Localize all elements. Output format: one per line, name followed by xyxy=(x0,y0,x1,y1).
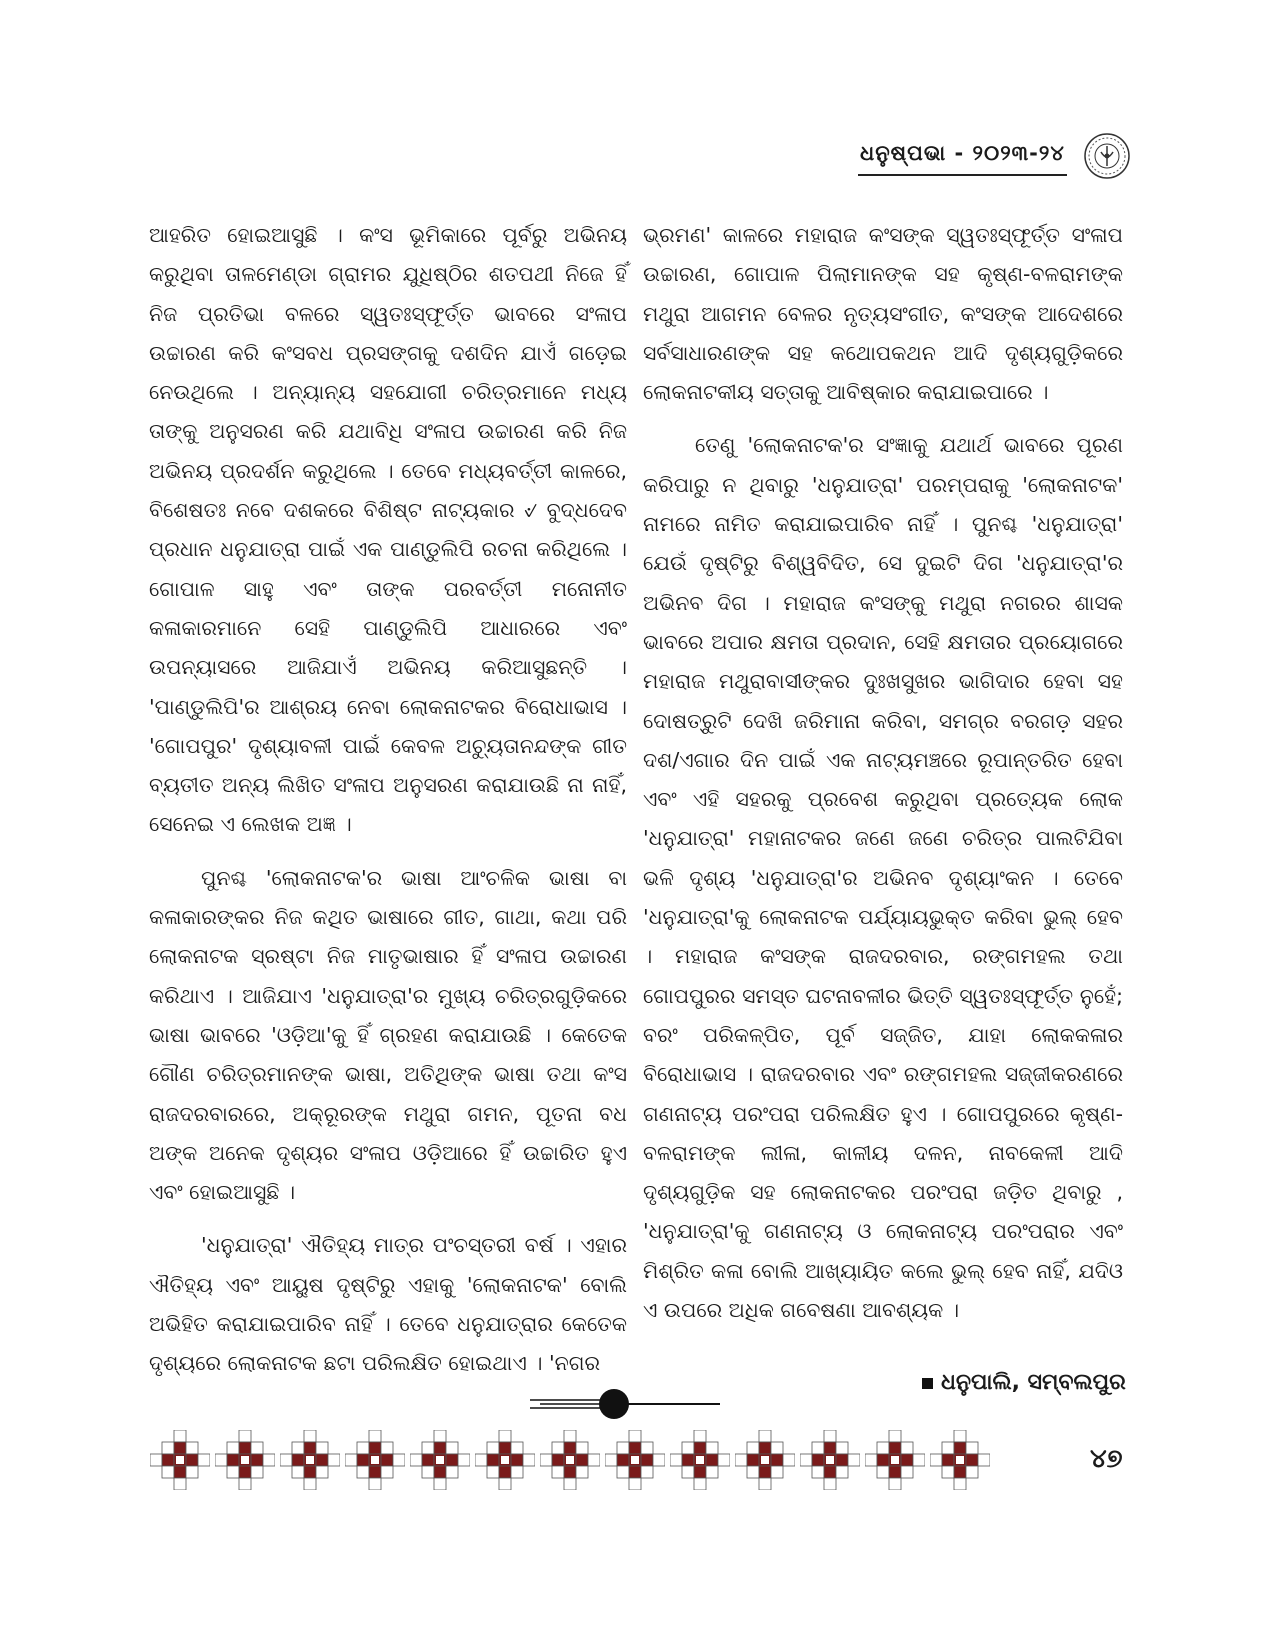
right-column xyxy=(643,216,1123,1344)
paragraph: 'ଧନୁଯାତ୍ରା' ଐତିହ୍ୟ ମାତ୍ର ପଂଚସ୍ତରୀ ବର୍ଷ । ଏହାର ଐତିହ୍ୟ ଏବଂ ଆୟୁଷ ଦୃଷ୍ଟିରୁ ଏହାକୁ 'ଲୋକନାଟକ' ବୋଲି ଅଭିହିତ କରାଯାଇପାରିବ ନାହିଁ । ତେବେ ଧନୁଯାତ୍ରାର କେତେକ ଦୃଶ୍ୟରେ ଲୋକନାଟକ ଛଟା ପରିଲକ୍ଷିତ ହୋଇଥାଏ । 'ନଗର xyxy=(149,1233,627,1376)
signoff-text: ଧନୁପାଲି, ସମ୍ବଲପୁର xyxy=(941,1370,1126,1395)
paragraph: ପୁନଶ୍ଚ 'ଲୋକନାଟକ'ର ଭାଷା ଆଂଚଳିକ ଭାଷା ବା କଳାକାରଙ୍କର ନିଜ କଥିତ ଭାଷାରେ ଗୀତ, ଗାଥା, କଥା ପରି ଲୋକନାଟକ ସ୍ରଷ୍ଟା ନିଜ ମାତୃଭାଷାର ହିଁ ସଂଳାପ ଉଚ୍ଚାରଣ କରିଥାଏ । ଆଜିଯାଏ 'ଧନୁଯାତ୍ରା'ର ମୁଖ୍ୟ ଚରିତ୍ରଗୁଡ଼ିକରେ ଭାଷା ଭାବରେ 'ଓଡ଼ିଆ'କୁ ହିଁ ଗ୍ରହଣ କରାଯାଉଛି । କେତେକ ଗୌଣ ଚରିତ୍ରମାନଙ୍କ ଭାଷା, ଅତିଥିଙ୍କ ଭାଷା ତଥା କଂସ ରାଜଦରବାରରେ, ଅକ୍ରୂରଙ୍କ ମଥୁରା ଗମନ, ପୂତନା ବଧ ଅଙ୍କ ଅନେକ ଦୃଶ୍ୟର ସଂଳାପ ଓଡ଼ିଆରେ ହିଁ ଉଚ୍ଚାରିତ ହୁଏ ଏବଂ ହୋଇଆସୁଛି । xyxy=(149,865,627,1205)
left-column xyxy=(149,216,627,1398)
maroon-cross-pattern-tile-icon xyxy=(540,1430,600,1490)
maroon-cross-pattern-tile-icon xyxy=(670,1430,730,1490)
running-header xyxy=(858,136,1131,180)
magazine-title: ଧନୁଷ୍ପଭା - ୨୦୨୩-୨୪ xyxy=(858,141,1067,176)
circular-seal-emblem-icon xyxy=(1083,132,1131,180)
maroon-cross-pattern-tile-icon xyxy=(280,1430,340,1490)
maroon-cross-pattern-tile-icon xyxy=(150,1430,210,1490)
maroon-cross-pattern-tile-icon xyxy=(345,1430,405,1490)
paragraph: ଆହରିତ ହୋଇଆସୁଛି । କଂସ ଭୂମିକାରେ ପୂର୍ବରୁ ଅଭିନୟ କରୁଥିବା ତାଳମେଣ୍ଡା ଗ୍ରାମର ଯୁଧିଷ୍ଠିର ଶତପଥୀ ନିଜେ ହିଁ ନିଜ ପ୍ରତିଭା ବଳରେ ସ୍ୱତଃସ୍ଫୂର୍ତ୍ତ ଭାବରେ ସଂଳାପ ଉଚ୍ଚାରଣ କରି କଂସବଧ ପ୍ରସଙ୍ଗକୁ ଦଶଦିନ ଯାଏଁ ଗଡ଼େଇ ନେଉଥିଲେ । ଅନ୍ୟାନ୍ୟ ସହଯୋଗୀ ଚରିତ୍ରମାନେ ମଧ୍ୟ ତାଙ୍କୁ ଅନୁସରଣ କରି ଯଥାବିଧି ସଂଳାପ ଉଚ୍ଚାରଣ କରି ନିଜ ଅଭିନୟ ପ୍ରଦର୍ଶନ କରୁଥିଲେ । ତେବେ ମଧ୍ୟବର୍ତ୍ତୀ କାଳରେ, ବିଶେଷତଃ ନବେ ଦଶକରେ ବିଶିଷ୍ଟ ନାଟ୍ୟକାର ୰ ବୁଦ୍ଧଦେବ ପ୍ରଧାନ ଧନୁଯାତ୍ରା ପାଇଁ ଏକ ପାଣ୍ଡୁଲିପି ରଚନା କରିଥିଲେ । ଗୋପାଳ ସାହୁ ଏବଂ ତାଙ୍କ ପରବର୍ତ୍ତୀ ମନୋନୀତ କଳାକାରମାନେ ସେହି ପାଣ୍ଡୁଲିପି ଆଧାରରେ ଏବଂ ଉପନ୍ୟାସରେ ଆଜିଯାଏଁ ଅଭିନୟ କରିଆସୁଛନ୍ତି । 'ପାଣ୍ଡୁଲିପି'ର ଆଶ୍ରୟ ନେବା ଲୋକନାଟକର ବିରୋଧାଭାସ । 'ଗୋପପୁର' ଦୃଶ୍ୟାବଳୀ ପାଇଁ କେବଳ ଅଚ୍ୟୁତାନନ୍ଦଙ୍କ ଗୀତ ବ୍ୟତୀତ ଅନ୍ୟ ଲିଖିତ ସଂଳାପ ଅନୁସରଣ କରାଯାଉଛି ନା ନାହିଁ, ସେନେଇ ଏ ଲେଖକ ଅଜ୍ଞ । xyxy=(149,223,627,837)
maroon-cross-pattern-tile-icon xyxy=(475,1430,535,1490)
maroon-cross-pattern-tile-icon xyxy=(215,1430,275,1490)
maroon-cross-pattern-tile-icon xyxy=(800,1430,860,1490)
square-bullet-icon xyxy=(922,1378,933,1389)
line-with-dot-divider-icon xyxy=(530,1385,720,1421)
maroon-cross-pattern-tile-icon xyxy=(930,1430,990,1490)
paragraph: ଭ୍ରମଣ' କାଳରେ ମହାରାଜ କଂସଙ୍କ ସ୍ୱତଃସ୍ଫୂର୍ତ୍ତ ସଂଳାପ ଉଚ୍ଚାରଣ, ଗୋପାଳ ପିଲାମାନଙ୍କ ସହ କୃଷ୍ଣ-ବଳରାମଙ୍କ ମଥୁରା ଆଗମନ ବେଳର ନୃତ୍ୟସଂଗୀତ, କଂସଙ୍କ ଆଦେଶରେ ସର୍ବସାଧାରଣଙ୍କ ସହ କଥୋପକଥନ ଆଦି ଦୃଶ୍ୟଗୁଡ଼ିକରେ ଲୋକନାଟକୀୟ ସତ୍ତାକୁ ଆବିଷ୍କାର କରାଯାଇପାରେ । xyxy=(643,223,1123,405)
decorative-border xyxy=(150,1430,990,1490)
author-location xyxy=(922,1370,1126,1395)
maroon-cross-pattern-tile-icon xyxy=(410,1430,470,1490)
maroon-cross-pattern-tile-icon xyxy=(865,1430,925,1490)
maroon-cross-pattern-tile-icon xyxy=(605,1430,665,1490)
paragraph: ତେଣୁ 'ଲୋକନାଟକ'ର ସଂଜ୍ଞାକୁ ଯଥାର୍ଥ ଭାବରେ ପୂରଣ କରିପାରୁ ନ ଥିବାରୁ 'ଧନୁଯାତ୍ରା' ପରମ୍ପରାକୁ 'ଲୋକନାଟକ' ନାମରେ ନାମିତ କରାଯାଇପାରିବ ନାହିଁ । ପୁନଶ୍ଚ 'ଧନୁଯାତ୍ରା' ଯେଉଁ ଦୃଷ୍ଟିରୁ ବିଶ୍ୱବିଦିତ, ସେ ଦୁଇଟି ଦିଗ 'ଧନୁଯାତ୍ରା'ର ଅଭିନବ ଦିଗ । ମହାରାଜ କଂସଙ୍କୁ ମଥୁରା ନଗରର ଶାସକ ଭାବରେ ଅପାର କ୍ଷମତା ପ୍ରଦାନ, ସେହି କ୍ଷମତାର ପ୍ରୟୋଗରେ ମହାରାଜ ମଥୁରାବାସୀଙ୍କର ଦୁଃଖସୁଖର ଭାଗିଦାର ହେବା ସହ ଦୋଷତ୍ରୁଟି ଦେଖି ଜରିମାନା କରିବା, ସମଗ୍ର ବରଗଡ଼ ସହର ଦଶ/ଏଗାର ଦିନ ପାଇଁ ଏକ ନାଟ୍ୟମଞ୍ଚରେ ରୂପାନ୍ତରିତ ହେବା ଏବଂ ଏହି ସହରକୁ ପ୍ରବେଶ କରୁଥିବା ପ୍ରତ୍ୟେକ ଲୋକ 'ଧନୁଯାତ୍ରା' ମହାନାଟକର ଜଣେ ଜଣେ ଚରିତ୍ର ପାଲଟିଯିବା ଭଳି ଦୃଶ୍ୟ 'ଧନୁଯାତ୍ରା'ର ଅଭିନବ ଦୃଶ୍ୟାଂକନ । ତେବେ 'ଧନୁଯାତ୍ରା'କୁ ଲୋକନାଟକ ପର୍ଯ୍ୟାୟଭୁକ୍ତ କରିବା ଭୁଲ୍ ହେବ । ମହାରାଜ କଂସଙ୍କ ରାଜଦରବାର, ରଙ୍ଗମହଲ ତଥା ଗୋପପୁରର ସମସ୍ତ ଘଟନାବଳୀର ଭିତ୍ତି ସ୍ୱତଃସ୍ଫୂର୍ତ୍ତ ନୁହେଁ; ବରଂ ପରିକଳ୍ପିତ, ପୂର୍ବ ସଜ୍ଜିତ, ଯାହା ଲୋକକଳାର ବିରୋଧାଭାସ । ରାଜଦରବାର ଏବଂ ରଙ୍ଗମହଲ ସଜ୍ଜୀକରଣରେ ଗଣନାଟ୍ୟ ପରଂପରା ପରିଲକ୍ଷିତ ହୁଏ । ଗୋପପୁରରେ କୃଷ୍ଣ-ବଳରାମଙ୍କ ଲୀଳା, କାଳୀୟ ଦଳନ, ନାବକେଳୀ ଆଦି ଦୃଶ୍ୟଗୁଡ଼ିକ ସହ ଲୋକନାଟକର ପରଂପରା ଜଡ଼ିତ ଥିବାରୁ , 'ଧନୁଯାତ୍ରା'କୁ ଗଣନାଟ୍ୟ ଓ ଲୋକନାଟ୍ୟ ପରଂପରାର ଏବଂ ମିଶ୍ରିତ କଳା ବୋଲି ଆଖ୍ୟାୟିତ କଲେ ଭୁଲ୍ ହେବ ନାହିଁ, ଯଦିଓ ଏ ଉପରେ ଅଧିକ ଗବେଷଣା ଆବଶ୍ୟକ । xyxy=(643,433,1123,1323)
maroon-cross-pattern-tile-icon xyxy=(735,1430,795,1490)
page-number: ୪୭ xyxy=(1090,1444,1123,1474)
